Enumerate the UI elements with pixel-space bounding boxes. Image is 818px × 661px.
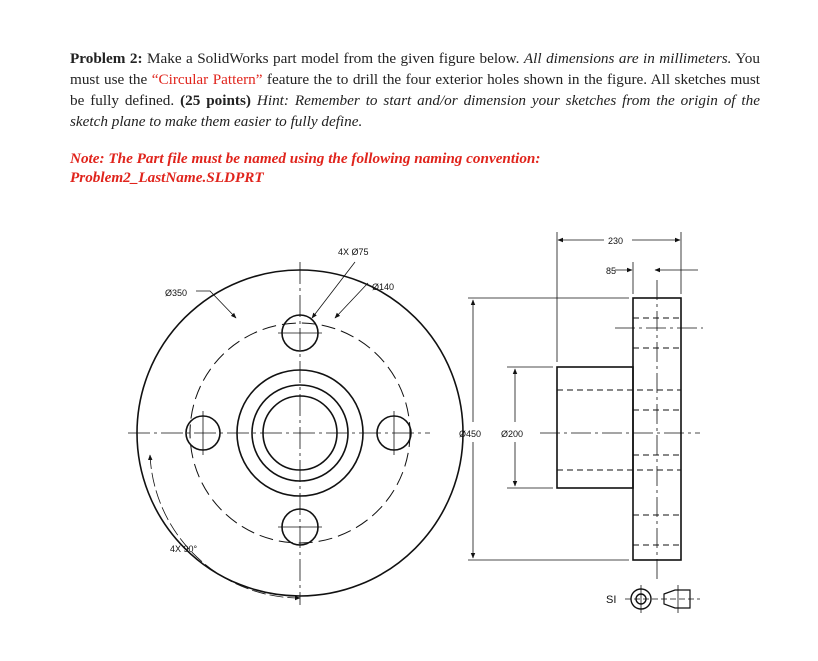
projection-symbol bbox=[625, 585, 700, 613]
angle-dim: 4X 90° bbox=[170, 544, 198, 554]
symbol-cone bbox=[664, 590, 690, 608]
note-line-2: Problem2_LastName.SLDPRT bbox=[70, 169, 264, 186]
holes-dim: 4X Ø75 bbox=[338, 247, 369, 257]
side-view bbox=[468, 232, 703, 580]
symbol-label: SI bbox=[606, 594, 617, 606]
flange-dia-dim: Ø450 bbox=[459, 429, 482, 439]
problem-text-2: You must use the bbox=[70, 50, 760, 88]
outer-leader bbox=[196, 291, 236, 318]
outer-dim: Ø350 bbox=[165, 288, 188, 298]
flange-thk-dim: 85 bbox=[606, 266, 617, 276]
problem-text-1: Make a SolidWorks part model from the given figure below. bbox=[142, 50, 524, 67]
problem-text-3: feature the to drill the four exterior holes shown in the figure. All sketches must be fully defined. bbox=[70, 71, 760, 109]
hub-dia-dim: Ø200 bbox=[501, 429, 524, 439]
problem-label: Problem 2: bbox=[70, 50, 143, 67]
points-label: (25 points) bbox=[180, 92, 251, 109]
note-line-1: Note: The Part file must be named using the following naming convention: bbox=[70, 150, 541, 167]
hub-length-dim: 230 bbox=[608, 236, 624, 246]
units-note: All dimensions are in millimeters. bbox=[523, 50, 732, 67]
inner-dim: Ø140 bbox=[372, 282, 395, 292]
feature-name: “Circular Pattern” bbox=[151, 71, 263, 88]
angle-arc bbox=[150, 455, 300, 598]
inner-leader bbox=[335, 283, 368, 318]
hint-text: Hint: Remember to start and/or dimension your sketches from the origin of the sketch plane to make them easier to fully define. bbox=[70, 92, 760, 130]
